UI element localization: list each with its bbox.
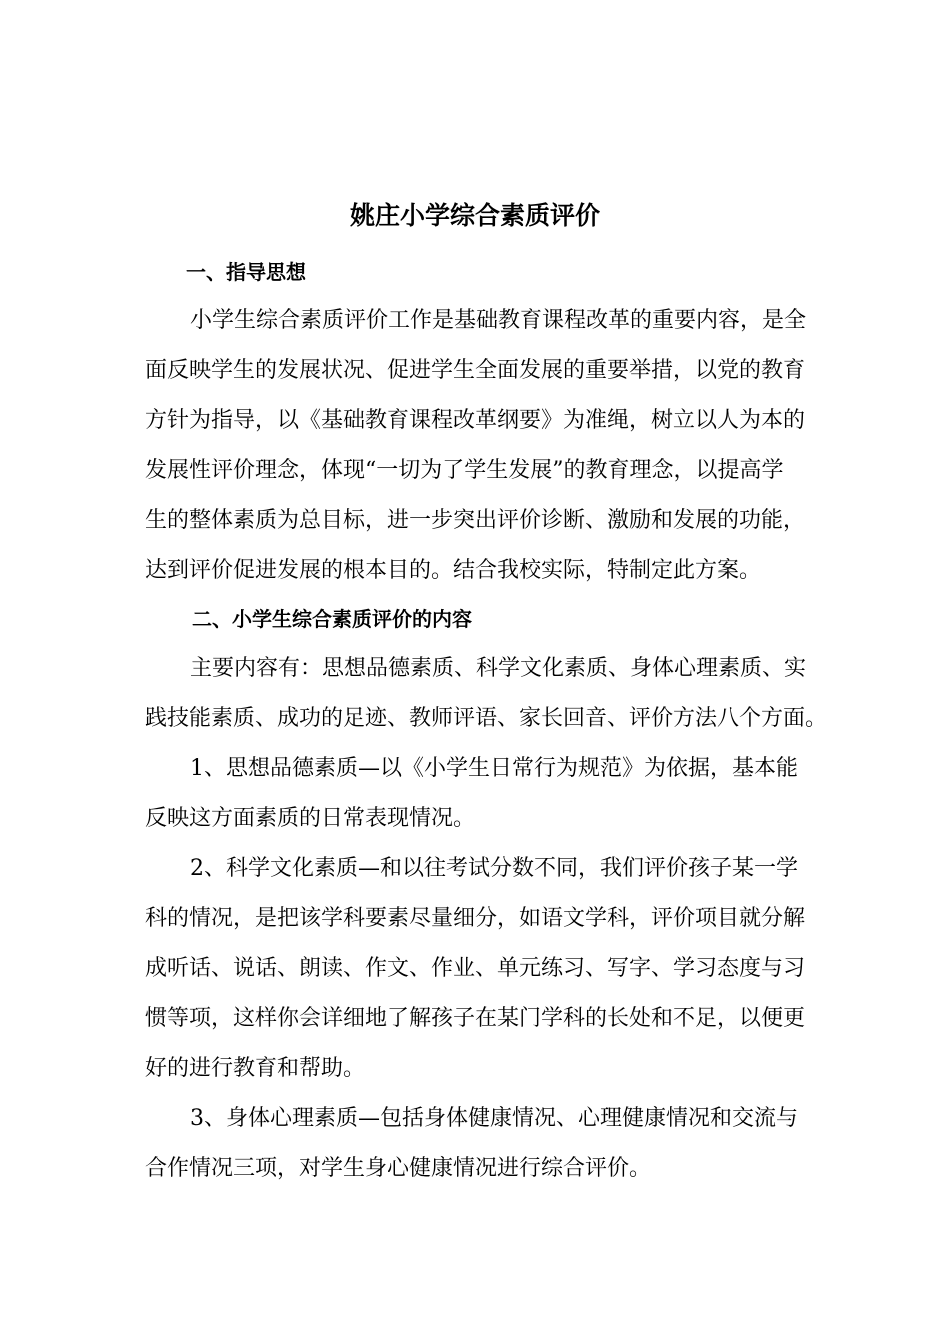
paragraph-line: 合作情况三项，对学生身心健康情况进行综合评价。 [145, 1156, 652, 1181]
paragraph-line: 面反映学生的发展状况、促进学生全面发展的重要举措，以党的教育 [145, 358, 806, 383]
paragraph-line: 主要内容有：思想品德素质、科学文化素质、身体心理素质、实 [190, 656, 807, 681]
paragraph-line: 3、身体心理素质—包括身体健康情况、心理健康情况和交流与 [190, 1106, 798, 1131]
paragraph-line: 1、思想品德素质—以《小学生日常行为规范》为依据，基本能 [190, 756, 798, 781]
paragraph-line: 达到评价促进发展的根本目的。结合我校实际，特制定此方案。 [145, 558, 762, 583]
paragraph-line: 小学生综合素质评价工作是基础教育课程改革的重要内容，是全 [190, 308, 807, 333]
paragraph-line: 2、科学文化素质—和以往考试分数不同，我们评价孩子某一学 [190, 856, 798, 881]
paragraph-line: 反映这方面素质的日常表现情况。 [145, 806, 476, 831]
paragraph-line: 践技能素质、成功的足迹、教师评语、家长回音、评价方法八个方面。 [145, 706, 828, 731]
paragraph-line: 成听话、说话、朗读、作文、作业、单元练习、写字、学习态度与习 [145, 956, 806, 981]
paragraph-line: 惯等项，这样你会详细地了解孩子在某门学科的长处和不足，以便更 [145, 1006, 806, 1031]
paragraph-line: 生的整体素质为总目标，进一步突出评价诊断、激励和发展的功能， [145, 508, 806, 533]
paragraph-line: 方针为指导，以《基础教育课程改革纲要》为准绳，树立以人为本的 [145, 408, 806, 433]
section-heading-guiding-ideology: 一、指导思想 [186, 260, 306, 284]
section-heading-evaluation-content: 二、小学生综合素质评价的内容 [192, 607, 472, 631]
paragraph-line: 科的情况，是把该学科要素尽量细分，如语文学科，评价项目就分解 [145, 906, 806, 931]
paragraph-line: 发展性评价理念，体现“一切为了学生发展”的教育理念，以提高学 [145, 458, 784, 483]
document-title: 姚庄小学综合素质评价 [349, 201, 600, 230]
paragraph-line: 好的进行教育和帮助。 [145, 1056, 366, 1081]
